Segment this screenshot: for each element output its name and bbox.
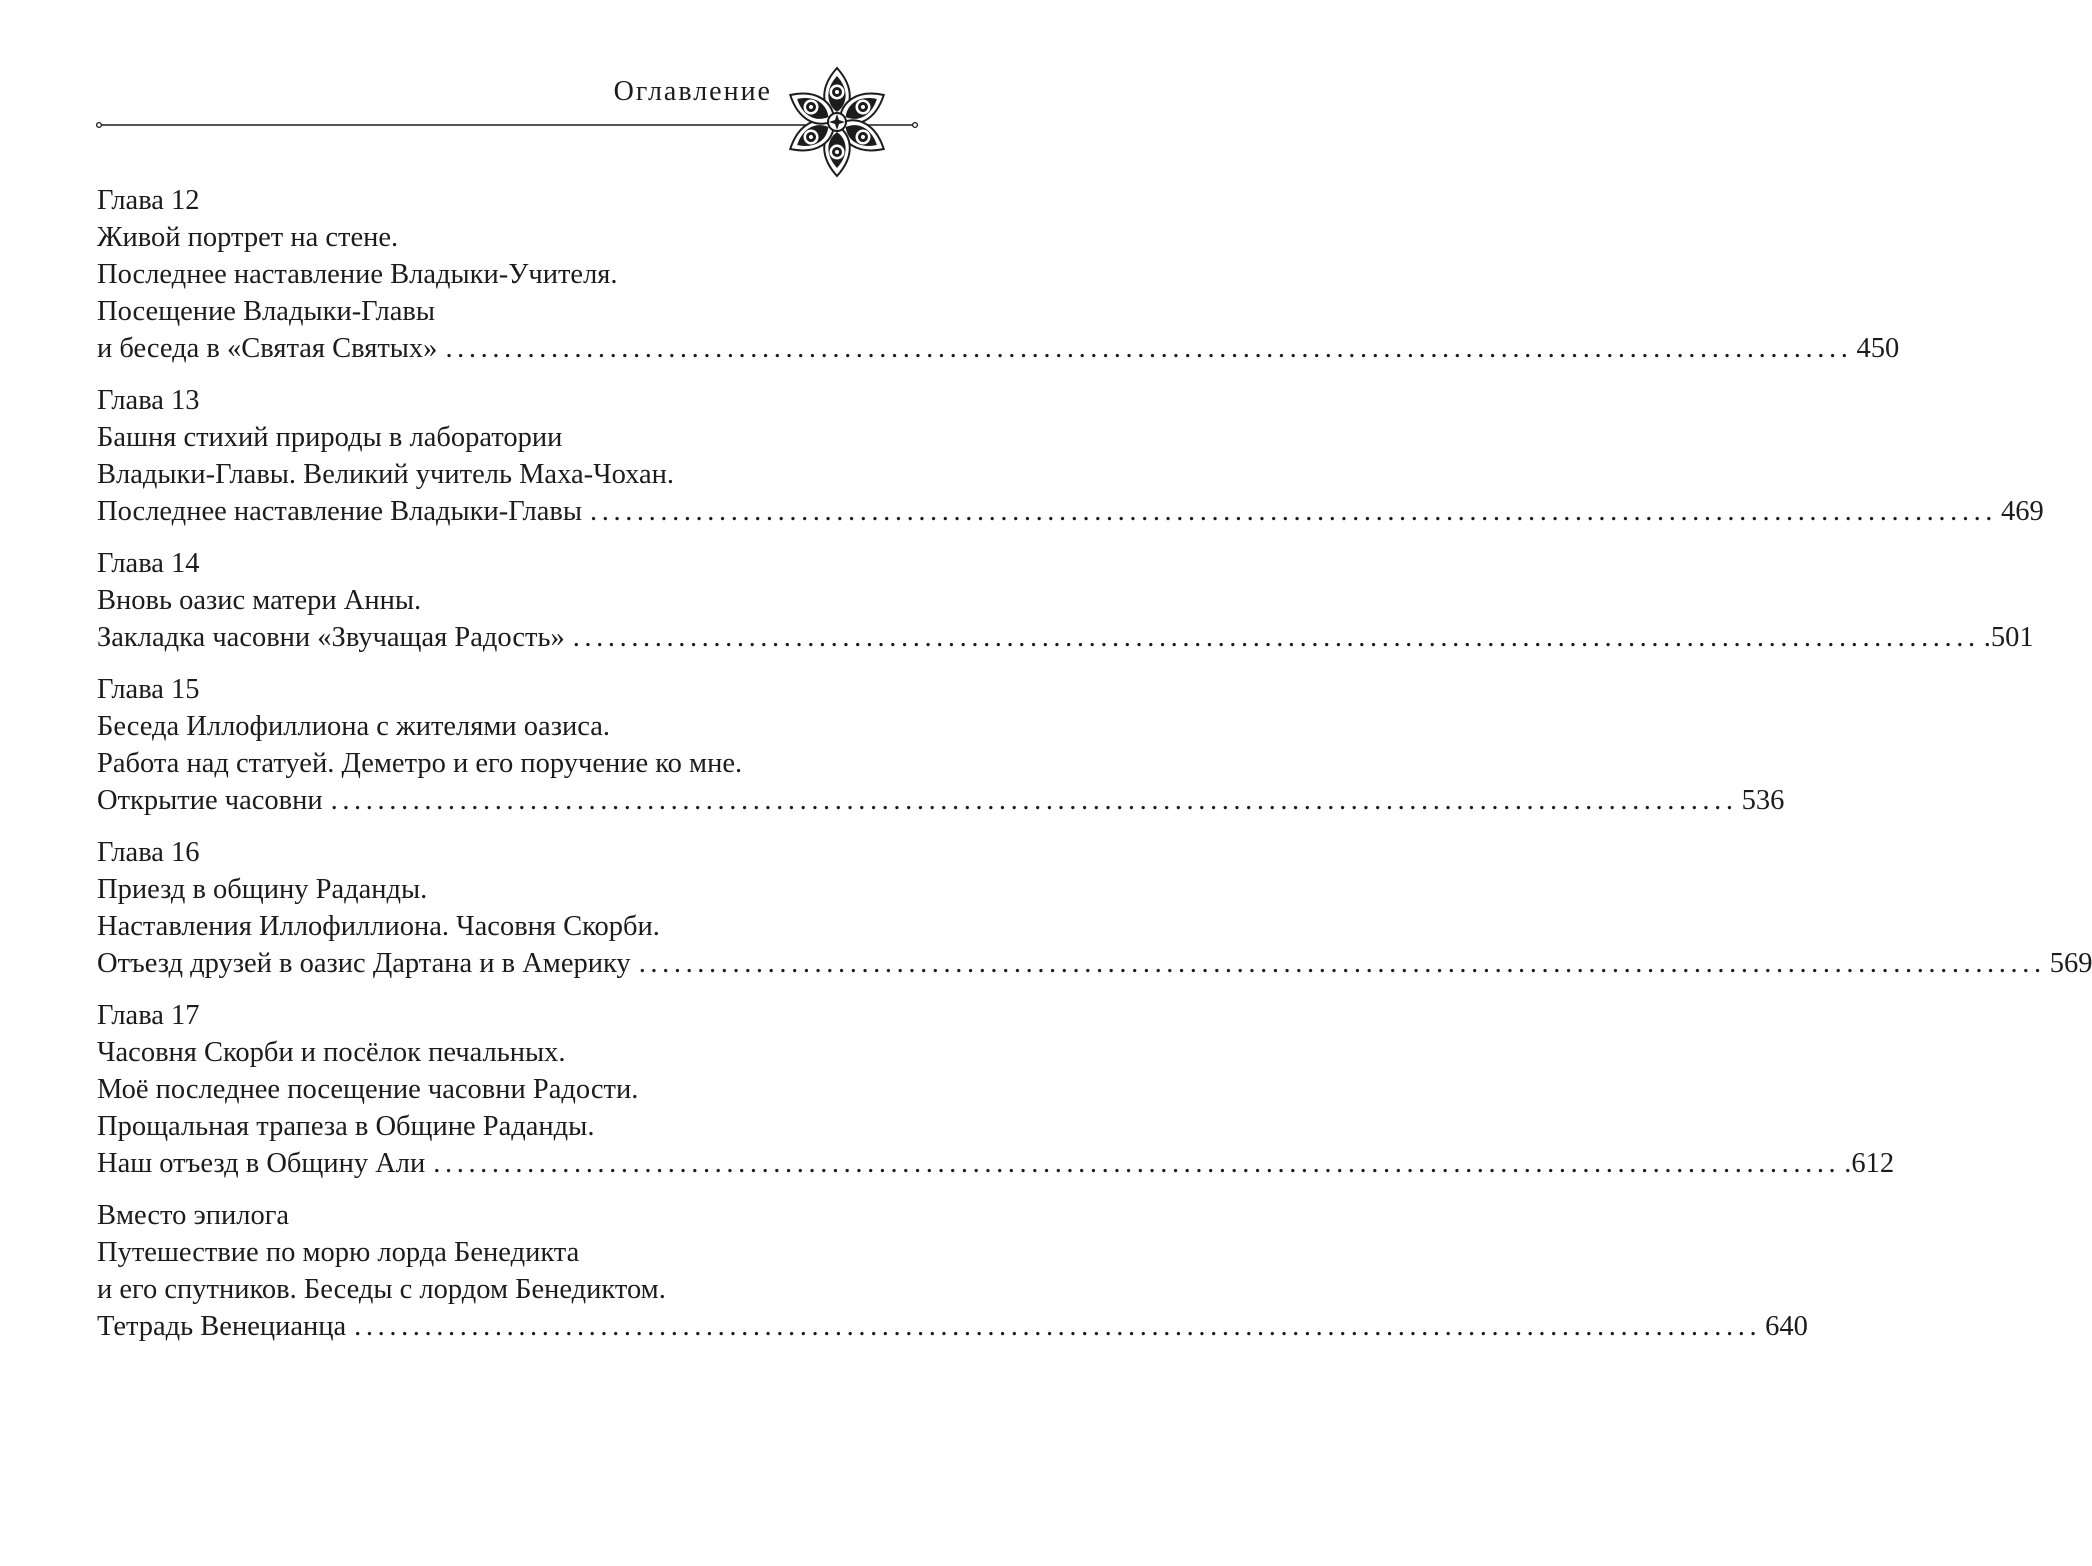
chapter-label: Глава 14 xyxy=(97,548,200,579)
toc-entry-chapter-14[interactable] xyxy=(97,545,2034,656)
chapter-label: Глава 13 xyxy=(97,385,200,416)
toc-entry-chapter-17[interactable] xyxy=(97,997,1895,1182)
chapter-leader-line xyxy=(97,1145,1895,1182)
chapter-label: Глава 16 xyxy=(97,837,200,868)
dot-leader: ........................................................................................................................ xyxy=(572,622,1980,653)
dot-leader: ........................................................................................................................ xyxy=(330,785,1738,816)
chapter-title-line: Часовня Скорби и посёлок печальных. xyxy=(97,1037,566,1068)
toc-entry-chapter-12[interactable] xyxy=(97,182,1900,367)
chapter-title-line: Беседа Иллофиллиона с жителями оазиса. xyxy=(97,711,610,742)
chapter-leader-line xyxy=(97,493,2044,530)
chapter-title-line: Моё последнее посещение часовни Радости. xyxy=(97,1074,639,1105)
chapter-label: Вместо эпилога xyxy=(97,1200,290,1231)
chapter-title-line: Посещение Владыки-Главы xyxy=(97,296,435,327)
chapter-title-line: Последнее наставление Владыки-Главы xyxy=(97,496,583,527)
chapter-leader-line xyxy=(97,782,1785,819)
chapter-title-line: Работа над статуей. Деметро и его поручение ко мне. xyxy=(97,748,743,779)
chapter-title-line: Последнее наставление Владыки-Учителя. xyxy=(97,259,618,290)
running-header xyxy=(0,0,1000,180)
chapter-title-line: Башня стихий природы в лаборатории xyxy=(97,422,563,453)
chapter-title-line: Закладка часовни «Звучащая Радость» xyxy=(97,622,565,653)
chapter-title-line: Приезд в общину Раданды. xyxy=(97,874,428,905)
chapter-leader-line xyxy=(97,330,1900,367)
chapter-title-line: Отъезд друзей в оазис Дартана и в Америку xyxy=(97,948,631,979)
dot-leader: ........................................................................................................................ xyxy=(445,333,1853,364)
page-number: 469 xyxy=(2001,496,2044,527)
chapter-title-line: и его спутников. Беседы с лордом Бенедиктом. xyxy=(97,1274,666,1305)
chapter-leader-line xyxy=(97,1308,1808,1345)
dot-leader: ........................................................................................................................ xyxy=(433,1148,1841,1179)
page-number: 450 xyxy=(1856,333,1900,364)
table-of-contents xyxy=(97,182,2092,1360)
header-title: Оглавление xyxy=(613,76,772,107)
page-number: 536 xyxy=(1741,785,1785,816)
toc-entry-chapter-15[interactable] xyxy=(97,671,1785,819)
chapter-title-line: Вновь оазис матери Анны. xyxy=(97,585,422,616)
page-number: .612 xyxy=(1844,1148,1895,1179)
chapter-title-line: Прощальная трапеза в Общине Раданды. xyxy=(97,1111,595,1142)
page-number: 640 xyxy=(1765,1311,1808,1342)
page-number: .501 xyxy=(1983,622,2034,653)
chapter-title-line: Наш отъезд в Общину Али xyxy=(97,1148,426,1179)
chapter-label: Глава 15 xyxy=(97,674,200,705)
dot-leader: ........................................................................................................................ xyxy=(590,496,1998,527)
toc-entry-chapter-16[interactable] xyxy=(97,834,2092,982)
toc-entry-epilogue[interactable] xyxy=(97,1197,1808,1345)
chapter-leader-line xyxy=(97,945,2092,982)
toc-entry-chapter-13[interactable] xyxy=(97,382,2044,530)
dot-leader: ........................................................................................................................ xyxy=(354,1311,1762,1342)
page-number: 569 xyxy=(2049,948,2092,979)
chapter-title-line: Живой портрет на стене. xyxy=(97,222,399,253)
chapter-title-line: Владыки-Главы. Великий учитель Маха-Чохан. xyxy=(97,459,675,490)
chapter-title-line: Наставления Иллофиллиона. Часовня Скорби. xyxy=(97,911,660,942)
chapter-title-line: Тетрадь Венецианца xyxy=(97,1311,347,1342)
chapter-label: Глава 12 xyxy=(97,185,200,216)
mandala-ornament-icon xyxy=(787,66,887,178)
chapter-leader-line xyxy=(97,619,2034,656)
chapter-title-line: и беседа в «Святая Святых» xyxy=(97,333,438,364)
dot-leader: ........................................................................................................................ xyxy=(638,948,2046,979)
chapter-title-line: Путешествие по морю лорда Бенедикта xyxy=(97,1237,580,1268)
chapter-label: Глава 17 xyxy=(97,1000,200,1031)
chapter-title-line: Открытие часовни xyxy=(97,785,323,816)
